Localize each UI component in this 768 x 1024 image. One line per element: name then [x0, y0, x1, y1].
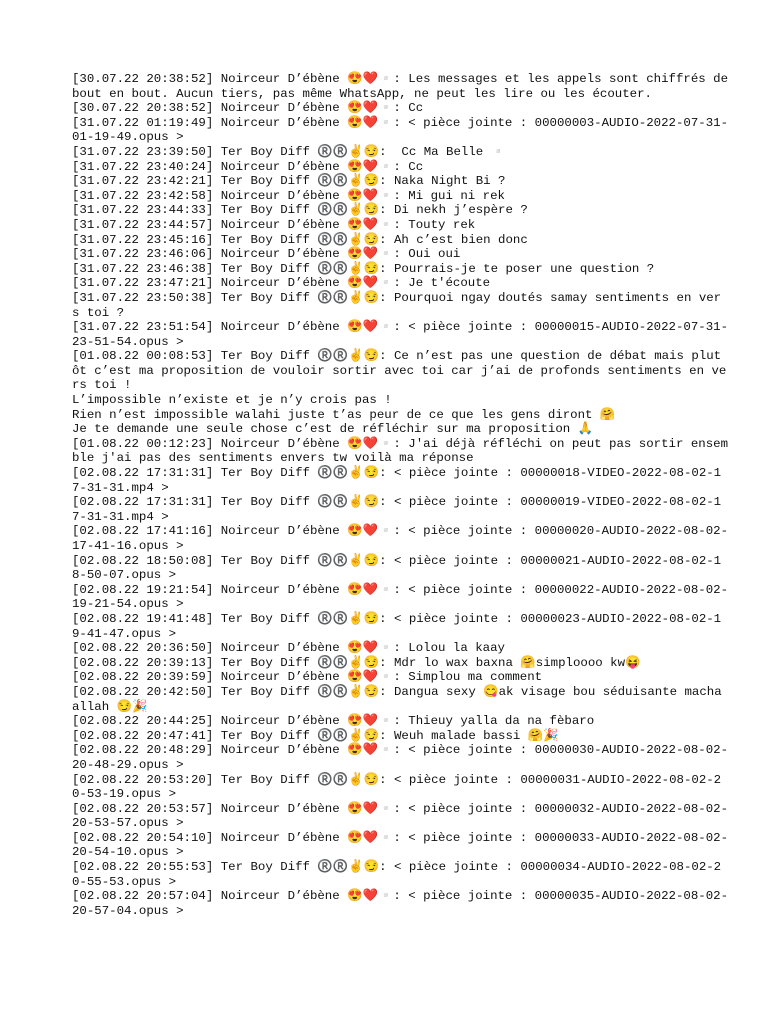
chat-line: [31.07.22 23:42:58] Noirceur D’ébène 😍❤️▫️: Mi gui ni rek — [72, 188, 505, 203]
chat-line: [30.07.22 20:38:52] Noirceur D’ébène 😍❤️▫️: Cc — [72, 101, 424, 116]
chat-line: [02.08.22 17:41:16] Noirceur D’ébène 😍❤️▫️: < pièce jointe : 00000020-AUDIO-2022-08-02-17-41-16.opus > — [72, 524, 729, 553]
chat-line: [31.07.22 23:40:24] Noirceur D’ébène 😍❤️▫️: Cc — [72, 159, 424, 174]
chat-line: [31.07.22 23:51:54] Noirceur D’ébène 😍❤️▫️: < pièce jointe : 00000015-AUDIO-2022-07-31-23-51-54.opus > — [72, 320, 729, 349]
chat-line: [01.08.22 00:08:53] Ter Boy Diff ®️®️✌️😏: Ce n’est pas une question de débat mais plutôt c’est ma proposition de vouloir sortir avec toi car j’ai de profonds sentiments en vers toi ! — [72, 349, 727, 393]
chat-line: [31.07.22 23:44:57] Noirceur D’ébène 😍❤️▫️: Touty rek — [72, 217, 476, 232]
chat-line: [31.07.22 01:19:49] Noirceur D’ébène 😍❤️▫️: < pièce jointe : 00000003-AUDIO-2022-07-31-01-19-49.opus > — [72, 115, 729, 145]
chat-line: [30.07.22 20:38:52] Noirceur D’ébène 😍❤️▫️: Les messages et les appels sont chiffrés de bout en bout. Aucun tiers, pas même WhatsApp, ne peut les lire ou les écouter. — [72, 72, 736, 101]
chat-line: [02.08.22 20:48:29] Noirceur D’ébène 😍❤️▫️: < pièce jointe : 00000030-AUDIO-2022-08-02-20-48-29.opus > — [72, 743, 729, 772]
chat-line: [01.08.22 00:12:23] Noirceur D’ébène 😍❤️▫️: J'ai déjà réfléchi on peut pas sortir ensemble j'ai pas des sentiments envers tw voilà ma réponse — [72, 436, 729, 466]
chat-line: [02.08.22 20:53:57] Noirceur D’ébène 😍❤️▫️: < pièce jointe : 00000032-AUDIO-2022-08-02-20-53-57.opus > — [72, 801, 729, 831]
chat-line: L’impossible n’existe et je n’y crois pas ! — [72, 393, 392, 408]
chat-line: [31.07.22 23:50:38] Ter Boy Diff ®️®️✌️😏: Pourquoi ngay doutés samay sentiments en vers toi ? — [72, 290, 722, 320]
chat-line: [31.07.22 23:44:33] Ter Boy Diff ®️®️✌️😏: Di nekh j’espère ? — [72, 203, 528, 218]
chat-line: [31.07.22 23:39:50] Ter Boy Diff ®️®️✌️😏: Cc Ma Belle ▫️ — [72, 144, 507, 159]
chat-line: [31.07.22 23:46:06] Noirceur D’ébène 😍❤️▫️: Oui oui — [72, 247, 461, 262]
chat-line: [02.08.22 20:42:50] Ter Boy Diff ®️®️✌️😏: Dangua sexy 😋ak visage bou séduisante machaallah 😏🎉 — [72, 684, 722, 714]
chat-line: [02.08.22 20:44:25] Noirceur D’ébène 😍❤️▫️: Thieuy yalla da na fèbaro — [72, 714, 595, 729]
chat-line: [02.08.22 19:41:48] Ter Boy Diff ®️®️✌️😏: < pièce jointe : 00000023-AUDIO-2022-08-02-19-41-47.opus > — [72, 611, 722, 641]
chat-line: [31.07.22 23:45:16] Ter Boy Diff ®️®️✌️😏: Ah c’est bien donc — [72, 232, 528, 247]
chat-line: [02.08.22 20:39:59] Noirceur D’ébène 😍❤️▫️: Simplou ma comment — [72, 670, 543, 685]
chat-line: [31.07.22 23:42:21] Ter Boy Diff ®️®️✌️😏: Naka Night Bi ? — [72, 174, 506, 189]
chat-line: [02.08.22 20:53:20] Ter Boy Diff ®️®️✌️😏: < pièce jointe : 00000031-AUDIO-2022-08-02-20-53-19.opus > — [72, 772, 722, 802]
chat-line: [02.08.22 20:54:10] Noirceur D’ébène 😍❤️▫️: < pièce jointe : 00000033-AUDIO-2022-08-02-20-54-10.opus > — [72, 830, 729, 860]
chat-line: [02.08.22 19:21:54] Noirceur D’ébène 😍❤️▫️: < pièce jointe : 00000022-AUDIO-2022-08-02-19-21-54.opus > — [72, 582, 729, 612]
chat-line: [02.08.22 17:31:31] Ter Boy Diff ®️®️✌️😏: < pièce jointe : 00000018-VIDEO-2022-08-02-17-31-31.mp4 > — [72, 466, 722, 495]
chat-line: [31.07.22 23:46:38] Ter Boy Diff ®️®️✌️😏: Pourrais-je te poser une question ? — [72, 261, 655, 276]
chat-line: [02.08.22 20:39:13] Ter Boy Diff ®️®️✌️😏: Mdr lo wax baxna 🤗simploooo kw😝 — [72, 655, 641, 670]
chat-line: [02.08.22 18:50:08] Ter Boy Diff ®️®️✌️😏: < pièce jointe : 00000021-AUDIO-2022-08-02-18-50-07.opus > — [72, 553, 722, 583]
chat-line: [02.08.22 20:57:04] Noirceur D’ébène 😍❤️▫️: < pièce jointe : 00000035-AUDIO-2022-08-02-20-57-04.opus > — [72, 889, 729, 918]
chat-line: [02.08.22 17:31:31] Ter Boy Diff ®️®️✌️😏: < pièce jointe : 00000019-VIDEO-2022-08-02-17-31-31.mp4 > — [72, 495, 722, 524]
chat-line: Rien n’est impossible walahi juste t’as peur de ce que les gens diront 🤗 — [72, 407, 616, 422]
chat-line: [02.08.22 20:36:50] Noirceur D’ébène 😍❤️▫️: Lolou la kaay — [72, 641, 505, 656]
chat-line: [02.08.22 20:47:41] Ter Boy Diff ®️®️✌️😏: Weuh malade bassi 🤗🎉 — [72, 728, 559, 743]
chat-transcript — [72, 72, 736, 918]
chat-line: [31.07.22 23:47:21] Noirceur D’ébène 😍❤️▫️: Je t'écoute — [72, 276, 491, 291]
chat-line: [02.08.22 20:55:53] Ter Boy Diff ®️®️✌️😏: < pièce jointe : 00000034-AUDIO-2022-08-02-20-55-53.opus > — [72, 860, 722, 889]
chat-line: Je te demande une seule chose c’est de réfléchir sur ma proposition 🙏 — [72, 422, 594, 437]
